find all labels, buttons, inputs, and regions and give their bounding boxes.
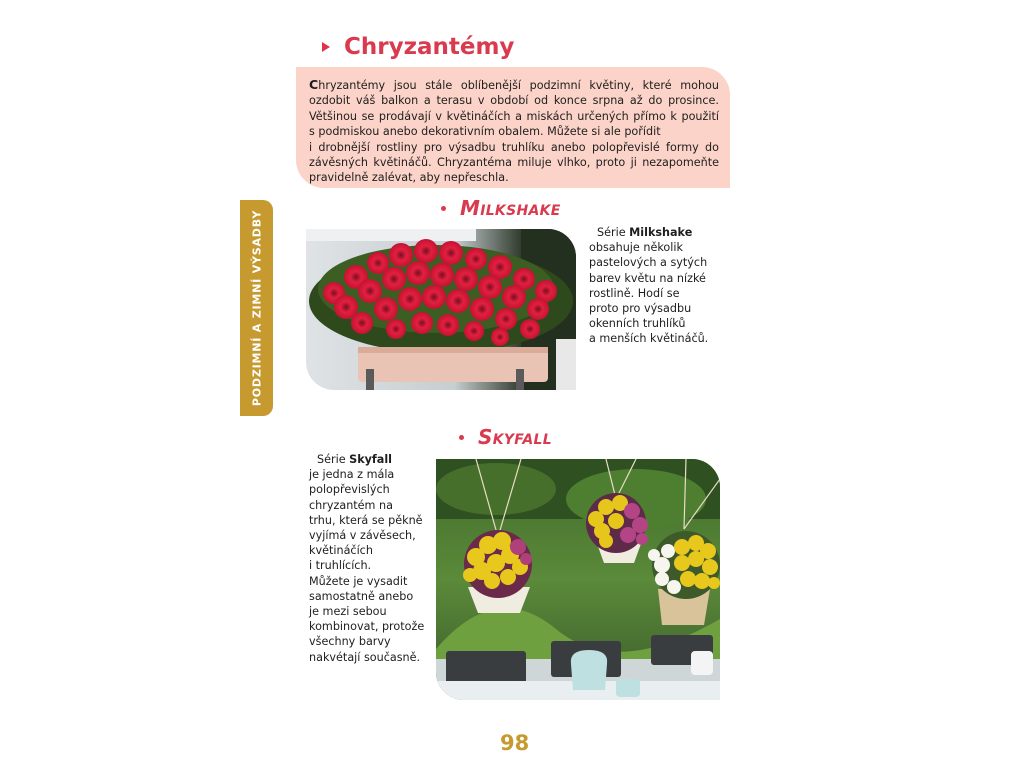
intro-line: Chryzantémy jsou stále oblíbenější podzimní květiny, které mohou <box>309 77 719 92</box>
intro-line: Většinou se prodávají v květináčích a miskách určených přímo k použití <box>309 109 719 123</box>
text-line: nakvétají současně. <box>309 650 421 664</box>
text-line: kombinovat, protože <box>309 620 425 634</box>
text-line: vyjímá v závěsech, <box>309 529 416 543</box>
series-name: Skyfall <box>349 453 393 466</box>
text-line: polopřevislých <box>309 483 390 497</box>
milkshake-text <box>589 225 708 347</box>
bullet-dot-icon <box>441 206 446 211</box>
intro-line: ozdobit váš balkon a terasu v období od konce srpna až do prosince. <box>309 94 719 108</box>
text-line: je jedna z mála <box>309 468 395 482</box>
text-line: trhu, která se pěkně <box>309 513 423 527</box>
drop-cap: C <box>309 77 319 92</box>
flower-box-image <box>306 229 576 390</box>
text-line: Můžete je vysadit <box>309 574 408 588</box>
chapter-side-tab-label: PODZIMNÍ A ZIMNÍ VÝSADBY <box>250 209 263 407</box>
hanging-baskets-image <box>436 459 720 700</box>
text-line: pastelových a sytých <box>589 256 708 270</box>
skyfall-photo <box>436 459 720 700</box>
text-line: obsahuje několik <box>589 241 683 255</box>
skyfall-heading: Skyfall <box>478 425 552 449</box>
text-line: proto pro výsadbu <box>589 302 692 316</box>
chapter-side-tab <box>240 200 273 416</box>
text-line: i truhlících. <box>309 559 372 573</box>
intro-line: s podmiskou anebo dekorativním obalem. Můžete si ale pořídit <box>309 125 661 139</box>
intro-line: i drobnější rostliny pro výsadbu truhlíku anebo polopřevislé formy do <box>309 140 719 154</box>
text-line: květináčích <box>309 544 373 558</box>
section-title: Chryzantémy <box>344 34 515 60</box>
text-line: okenních truhlíků <box>589 317 686 331</box>
skyfall-heading-row <box>459 425 552 449</box>
text-line: všechny barvy <box>309 635 391 649</box>
text-line: chryzantém na <box>309 498 393 512</box>
intro-paragraph <box>309 77 719 186</box>
page-number: 98 <box>500 731 530 755</box>
text-line: je mezi sebou <box>309 605 387 619</box>
milkshake-heading-row <box>441 196 561 220</box>
skyfall-text <box>309 452 424 665</box>
section-title-row <box>322 34 514 60</box>
intro-line: závěsných květináčů. Chryzantéma miluje vlhko, proto ji nezapomeňte <box>309 156 719 170</box>
series-name: Milkshake <box>629 226 693 239</box>
intro-line: pravidelně zalévat, aby nepřeschla. <box>309 171 509 185</box>
milkshake-heading: Milkshake <box>460 196 561 220</box>
bullet-dot-icon <box>459 435 464 440</box>
text-line: barev květu na nízké <box>589 271 706 285</box>
milkshake-photo <box>306 229 576 390</box>
triangle-bullet-icon <box>322 42 330 52</box>
text-line: rostlině. Hodí se <box>589 286 680 300</box>
text-line: Série Milkshake <box>597 226 693 239</box>
text-line: samostatně anebo <box>309 589 414 603</box>
text-line: a menších květináčů. <box>589 332 709 346</box>
text-line: Série Skyfall <box>317 453 393 466</box>
